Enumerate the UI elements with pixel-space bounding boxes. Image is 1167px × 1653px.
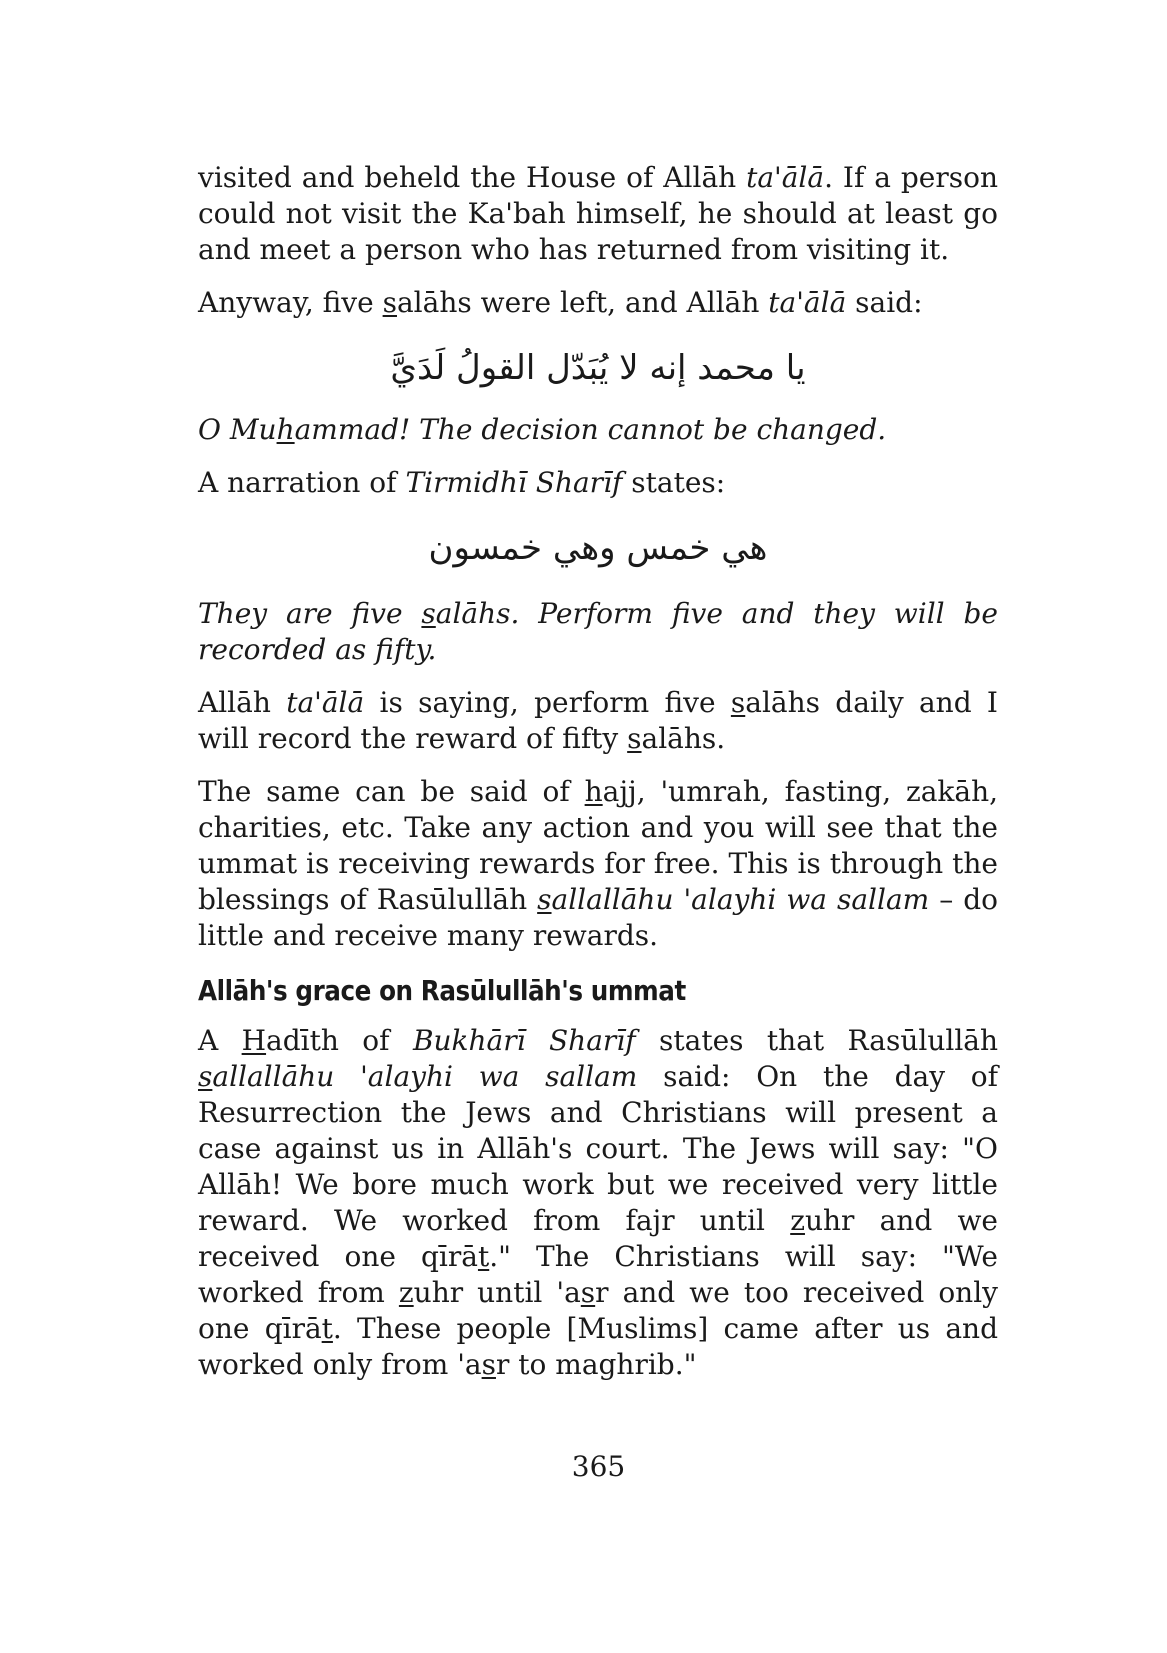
paragraph-kabah-visit — [198, 160, 998, 268]
text-run: A — [198, 1024, 242, 1057]
text-run-italic: ta'ālā — [286, 686, 365, 719]
text-run: uhr until 'a — [413, 1276, 581, 1309]
paragraph-fifty-rewards — [198, 685, 998, 757]
text-run: adīth of — [266, 1024, 413, 1057]
text-run: alāhs were left, and Allāh — [396, 286, 769, 319]
text-run: states: — [622, 466, 726, 499]
text-run-underlined: z — [398, 1276, 414, 1309]
text-run: r and we too received only one qīrā — [198, 1276, 998, 1345]
text-run: alāhs. — [641, 722, 726, 755]
text-run: Anyway, five — [198, 286, 383, 319]
text-run-italic-underlined: s — [198, 1060, 213, 1093]
arabic-quote-1: يا محمد إنه لا يُبَدّل القولُ لَدَيَّ — [390, 348, 806, 388]
translation-1 — [198, 412, 998, 448]
text-run: said: On the day of Resurrection the Jews and Christians will present a case against us in Allāh's court. The Jews will say: "O Allāh! We bore much work but we received very little reward. We worked from fajr until — [198, 1060, 998, 1237]
text-run-underlined: s — [580, 1276, 596, 1309]
text-run-underlined: h — [584, 775, 603, 808]
text-run: O Mu — [198, 413, 277, 446]
text-run: ." The Christians will say: "We worked from — [198, 1240, 998, 1309]
text-run: alāhs daily and I will record the reward of fifty — [198, 686, 998, 755]
text-run: ammad! The decision cannot be changed. — [294, 413, 887, 446]
text-run: . If a person could not visit the Ka'bah himself, he should at least go and meet a person who has returned from visiting it. — [198, 161, 998, 266]
paragraph-hajj-umrah — [198, 774, 998, 954]
text-run-italic: Tirmidhī Sharīf — [405, 466, 623, 499]
text-run-underlined: h — [276, 413, 295, 446]
text-run: uhr and we received one qīrā — [198, 1204, 998, 1273]
text-run-underlined: z — [790, 1204, 805, 1237]
text-run: r to maghrib." — [495, 1348, 697, 1381]
paragraph-five-salahs — [198, 285, 998, 321]
section-heading: Allāh's grace on Rasūlullāh's ummat — [198, 974, 686, 1007]
text-run-italic: Bukhārī Sharīf — [412, 1024, 636, 1057]
text-run-underlined: s — [421, 597, 436, 630]
text-run: – do little and receive many rewards. — [198, 883, 998, 952]
text-run-italic: allallāhu 'alayhi wa sallam — [212, 1060, 638, 1093]
text-run-underlined: s — [382, 286, 397, 319]
text-run: . These people [Muslims] came after us and worked only from 'a — [198, 1312, 998, 1381]
arabic-quote-2: هي خمس وهي خمسون — [428, 528, 768, 568]
text-run: ajj, 'umrah, fasting, zakāh, charities, etc. Take any action and you will see that the ummat is receiving rewards for free. This is through the blessings of Rasūlullāh — [198, 775, 998, 916]
text-run: They are five — [198, 597, 422, 630]
text-run-italic: ta'ālā — [768, 286, 847, 319]
text-run-italic-underlined: s — [537, 883, 552, 916]
paragraph-tirmidhi — [198, 465, 998, 501]
translation-2 — [198, 596, 998, 668]
text-run: Allāh — [198, 686, 287, 719]
text-run-underlined: t — [477, 1240, 490, 1273]
page-number: 365 — [571, 1450, 626, 1483]
text-run: visited and beheld the House of Allāh — [198, 161, 747, 194]
text-run: The same can be said of — [198, 775, 585, 808]
text-run-underlined: s — [627, 722, 642, 755]
text-run: states that Rasūlullāh — [635, 1024, 998, 1057]
paragraph-bukhari-hadith — [198, 1023, 998, 1383]
text-run-italic: allallāhu 'alayhi wa sallam — [551, 883, 930, 916]
text-run: said: — [846, 286, 923, 319]
text-run-italic: ta'ālā — [746, 161, 825, 194]
text-run: is saying, perform five — [364, 686, 731, 719]
page-content — [198, 160, 998, 1383]
text-run-underlined: s — [481, 1348, 496, 1381]
text-run-underlined: H — [241, 1024, 267, 1057]
text-run: alāhs. Perform five and they will be recorded as fifty. — [198, 597, 998, 666]
text-run-underlined: s — [730, 686, 746, 719]
text-run: A narration of — [198, 466, 406, 499]
text-run-underlined: t — [321, 1312, 333, 1345]
